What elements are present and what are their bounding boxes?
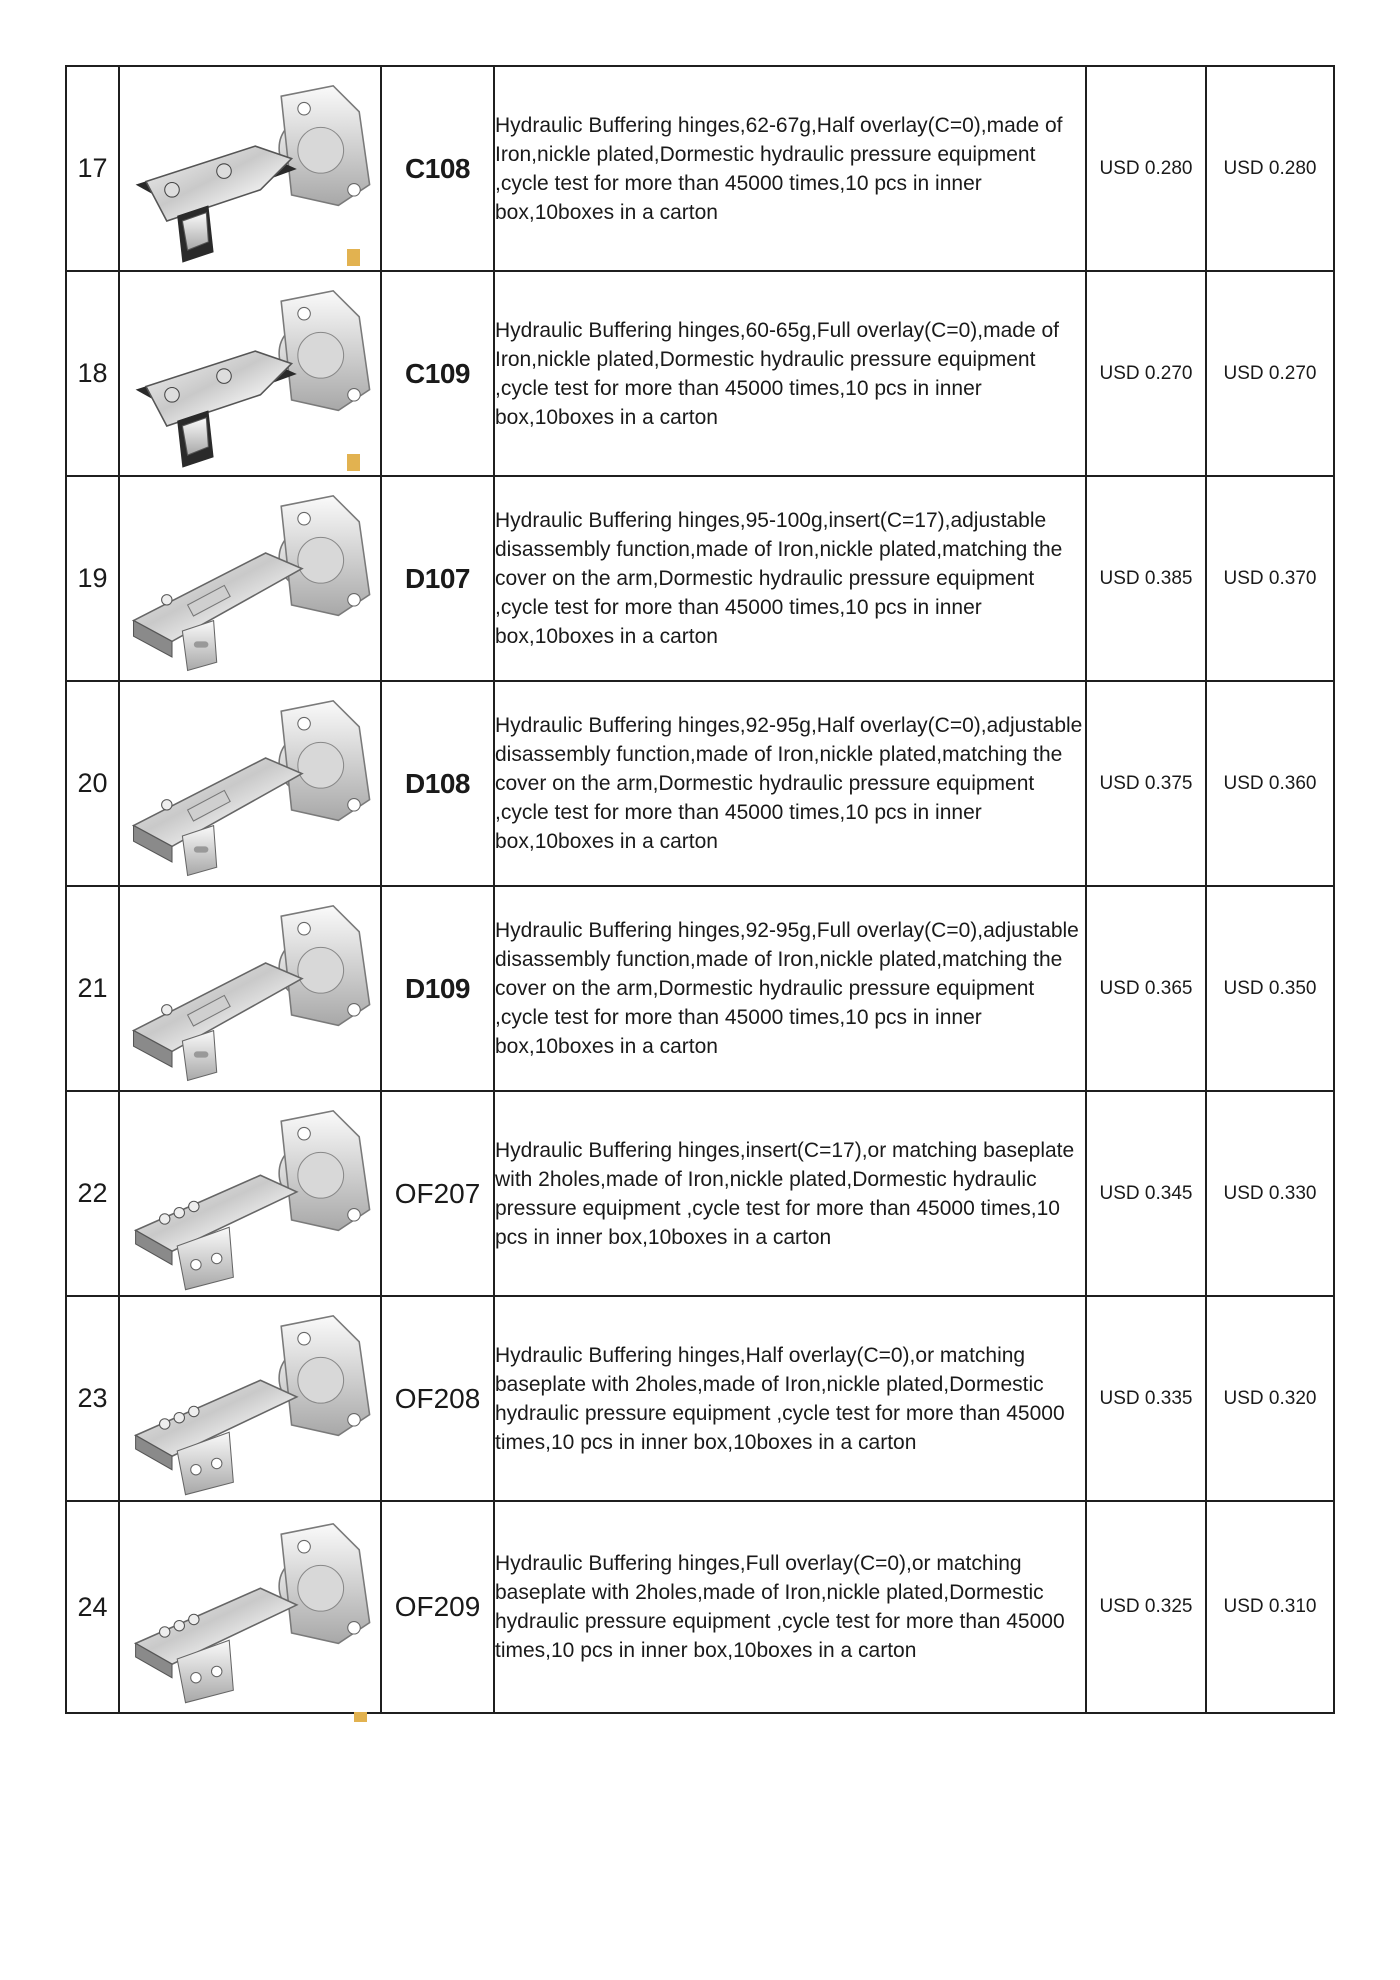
price-2: USD 0.280 — [1206, 66, 1334, 271]
color-marker — [347, 454, 360, 471]
model-code: D108 — [381, 681, 494, 886]
table-row — [66, 886, 1334, 1091]
price-1: USD 0.385 — [1086, 476, 1206, 681]
model-code: C109 — [381, 271, 494, 476]
price-1: USD 0.375 — [1086, 681, 1206, 886]
product-description: Hydraulic Buffering hinges,92-95g,Full overlay(C=0),adjustable disassembly function,made of Iron,nickle plated,matching the cover on the arm,Dormestic hydraulic pressure equipment ,cycle test for more than 45000 times,10 pcs in inner box,10boxes in a carton — [494, 886, 1086, 1091]
item-number: 20 — [66, 681, 119, 886]
product-description: Hydraulic Buffering hinges,60-65g,Full overlay(C=0),made of Iron,nickle plated,Dormestic hydraulic pressure equipment ,cycle test for more than 45000 times,10 pcs in inner box,10boxes in a carton — [494, 271, 1086, 476]
table-row — [66, 66, 1334, 271]
price-2: USD 0.320 — [1206, 1296, 1334, 1501]
table-row — [66, 681, 1334, 886]
item-number: 22 — [66, 1091, 119, 1296]
model-code: OF207 — [381, 1091, 494, 1296]
price-2: USD 0.330 — [1206, 1091, 1334, 1296]
model-code: OF208 — [381, 1296, 494, 1501]
product-description: Hydraulic Buffering hinges,Half overlay(C=0),or matching baseplate with 2holes,made of Iron,nickle plated,Dormestic hydraulic pressure equipment ,cycle test for more than 45000 times,10 pcs in inner box,10boxes in a carton — [494, 1296, 1086, 1501]
model-code: C108 — [381, 66, 494, 271]
price-1: USD 0.270 — [1086, 271, 1206, 476]
price-2: USD 0.310 — [1206, 1501, 1334, 1713]
hinge-long-arm-icon — [120, 684, 380, 884]
product-image — [119, 1296, 381, 1501]
product-image — [119, 66, 381, 271]
product-description: Hydraulic Buffering hinges,95-100g,insert(C=17),adjustable disassembly function,made of Iron,nickle plated,matching the cover on the arm,Dormestic hydraulic pressure equipment ,cycle test for more than 45000 times,10 pcs in inner box,10boxes in a carton — [494, 476, 1086, 681]
price-1: USD 0.280 — [1086, 66, 1206, 271]
hinge-clip-on-icon — [120, 274, 380, 474]
table-row — [66, 1501, 1334, 1713]
hinge-two-hole-icon — [120, 1094, 380, 1294]
product-description: Hydraulic Buffering hinges,Full overlay(C=0),or matching baseplate with 2holes,made of Iron,nickle plated,Dormestic hydraulic pressure equipment ,cycle test for more than 45000 times,10 pcs in inner box,10boxes in a carton — [494, 1501, 1086, 1713]
model-code: OF209 — [381, 1501, 494, 1713]
price-1: USD 0.335 — [1086, 1296, 1206, 1501]
product-image — [119, 271, 381, 476]
price-2: USD 0.370 — [1206, 476, 1334, 681]
item-number: 24 — [66, 1501, 119, 1713]
product-image — [119, 1501, 381, 1713]
product-description: Hydraulic Buffering hinges,insert(C=17),or matching baseplate with 2holes,made of Iron,nickle plated,Dormestic hydraulic pressure equipment ,cycle test for more than 45000 times,10 pcs in inner box,10boxes in a carton — [494, 1091, 1086, 1296]
price-1: USD 0.345 — [1086, 1091, 1206, 1296]
item-number: 18 — [66, 271, 119, 476]
price-2: USD 0.350 — [1206, 886, 1334, 1091]
model-code: D107 — [381, 476, 494, 681]
product-table-body — [66, 66, 1334, 1713]
item-number: 19 — [66, 476, 119, 681]
table-row — [66, 1091, 1334, 1296]
table-row — [66, 271, 1334, 476]
price-1: USD 0.365 — [1086, 886, 1206, 1091]
table-row — [66, 476, 1334, 681]
product-image — [119, 476, 381, 681]
hinge-two-hole-icon — [120, 1299, 380, 1499]
table-row — [66, 1296, 1334, 1501]
hinge-long-arm-icon — [120, 479, 380, 679]
product-image — [119, 886, 381, 1091]
item-number: 21 — [66, 886, 119, 1091]
item-number: 23 — [66, 1296, 119, 1501]
price-1: USD 0.325 — [1086, 1501, 1206, 1713]
price-2: USD 0.360 — [1206, 681, 1334, 886]
color-marker — [347, 249, 360, 266]
product-table — [65, 65, 1335, 1714]
price-2: USD 0.270 — [1206, 271, 1334, 476]
item-number: 17 — [66, 66, 119, 271]
hinge-clip-on-icon — [120, 69, 380, 269]
color-marker — [354, 1712, 367, 1722]
hinge-two-hole-icon — [120, 1507, 380, 1707]
product-image — [119, 681, 381, 886]
model-code: D109 — [381, 886, 494, 1091]
product-image — [119, 1091, 381, 1296]
product-description: Hydraulic Buffering hinges,62-67g,Half overlay(C=0),made of Iron,nickle plated,Dormestic hydraulic pressure equipment ,cycle test for more than 45000 times,10 pcs in inner box,10boxes in a carton — [494, 66, 1086, 271]
product-description: Hydraulic Buffering hinges,92-95g,Half overlay(C=0),adjustable disassembly function,made of Iron,nickle plated,matching the cover on the arm,Dormestic hydraulic pressure equipment ,cycle test for more than 45000 times,10 pcs in inner box,10boxes in a carton — [494, 681, 1086, 886]
hinge-long-arm-icon — [120, 889, 380, 1089]
